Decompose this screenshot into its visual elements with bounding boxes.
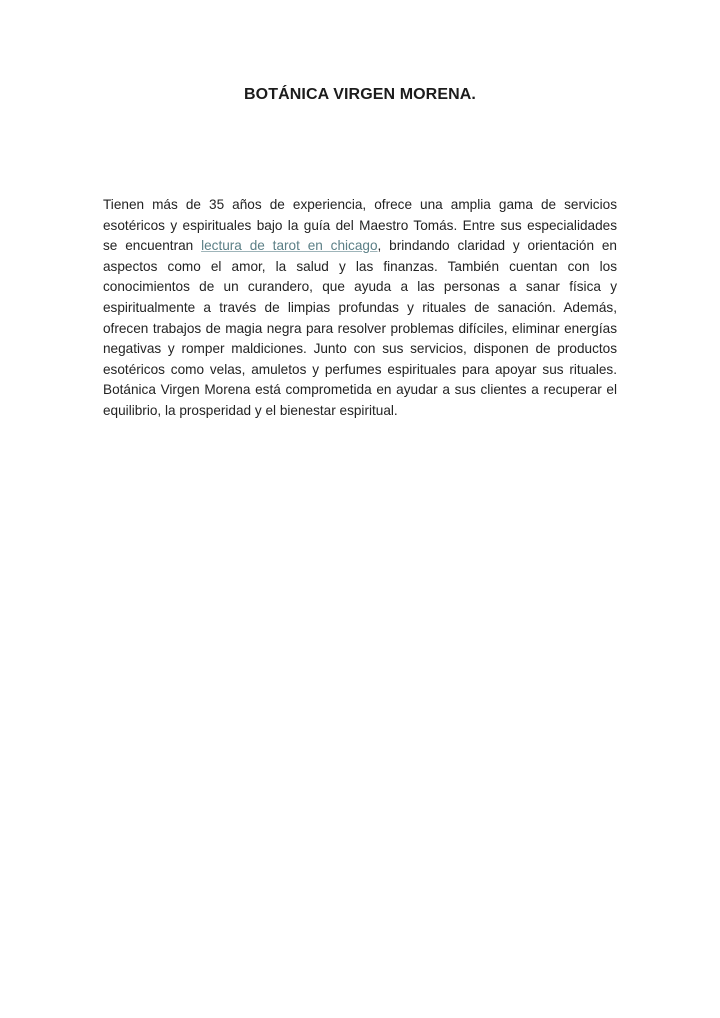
paragraph-text-after-link: , brindando claridad y orientación en aspectos como el amor, la salud y las finanzas. También cuentan con los conocimientos de un curandero, que ayuda a las personas a sanar física y espiritualmente a través de limpias profundas y rituales de sanación. Además, ofrecen trabajos de magia negra para resolver problemas difíciles, eliminar energías negativas y romper maldiciones. Junto con sus servicios, disponen de productos esotéricos como velas, amuletos y perfumes espirituales para apoyar sus rituales. Botánica Virgen Morena está comprometida en ayudar a sus clientes a recuperar el equilibrio, la prosperidad y el bienestar espiritual. [103,238,617,418]
document-title: BOTÁNICA VIRGEN MORENA. [244,86,476,103]
tarot-chicago-link[interactable]: lectura de tarot en chicago [201,238,378,254]
body-paragraph [103,195,617,422]
paragraph-text-before-link: Tienen más de 35 años de experiencia, ofrece una amplia gama de servicios esotéricos y espirituales bajo la guía del Maestro Tomás. Entre sus especialidades se encuentran [103,197,617,254]
